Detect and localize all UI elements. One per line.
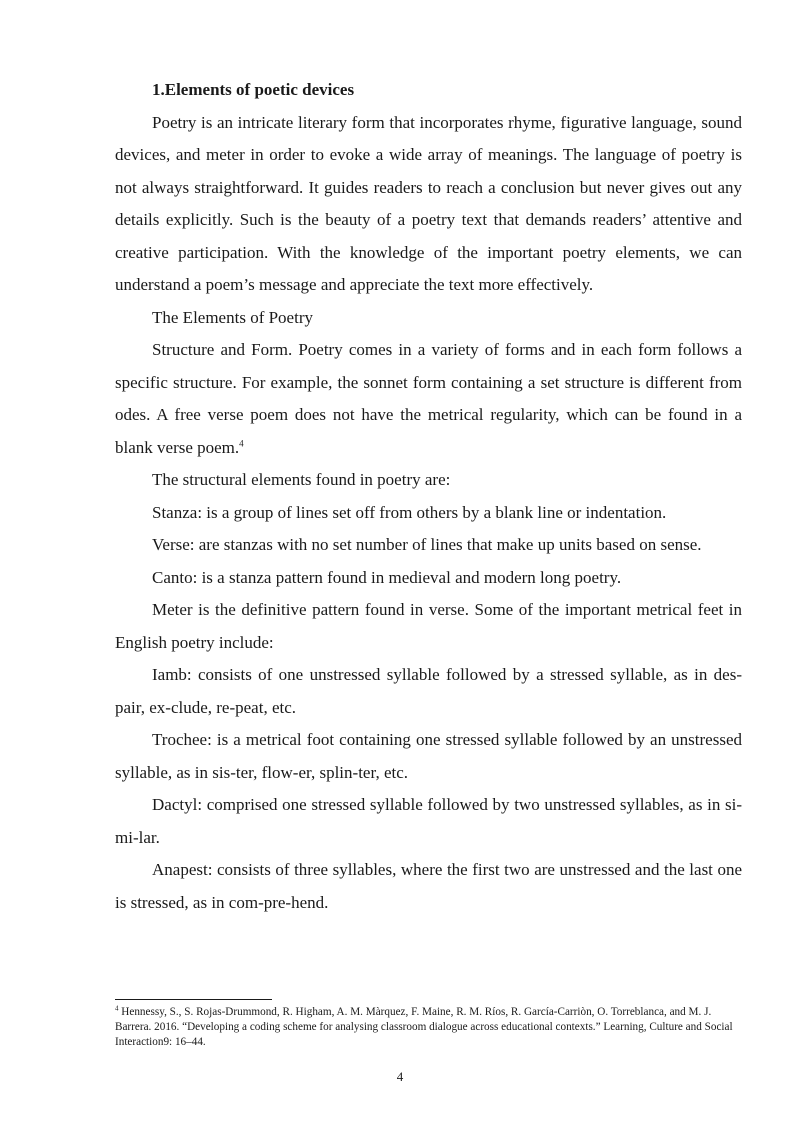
footnote-reference: 4 <box>239 437 244 448</box>
paragraph-dactyl: Dactyl: comprised one stressed syllable followed by two unstressed syllables, as in si-mi-lar. <box>115 795 742 847</box>
paragraph-intro: Poetry is an intricate literary form that incorporates rhyme, figurative language, sound devices, and meter in order to evoke a wide array of meanings. The language of poetry is not always straightforward. It guides readers to reach a conclusion but never gives out any details explicitly. Such is the beauty of a poetry text that demands readers’ attentive and creative participation. With the knowledge of the important poetry elements, we can understand a poem’s message and appreciate the text more effectively. <box>115 112 742 294</box>
paragraph-anapest: Anapest: consists of three syllables, where the first two are unstressed and the last one is stressed, as in com-pre-hend. <box>115 860 742 912</box>
paragraph-trochee: Trochee: is a metrical foot containing one stressed syllable followed by an unstressed syllable, as in sis-ter, flow-er, splin-ter, etc. <box>115 730 742 782</box>
paragraph-elements-title: The Elements of Poetry <box>152 307 313 327</box>
section-heading: 1.Elements of poetic devices <box>152 80 355 99</box>
footnote-marker: 4 <box>115 1004 119 1013</box>
paragraph-structural-elements: The structural elements found in poetry are: <box>152 470 451 489</box>
footnote-text: Hennessy, S., S. Rojas-Drummond, R. Higham, A. M. Màrquez, F. Maine, R. M. Ríos, R. García-Carriòn, O. Torreblanca, and M. J. Barrera. 2016. “Developing a coding scheme for analysing classroom dialogue across educational contexts.” Learning, Culture and Social Interaction9: 16–44. <box>115 1006 733 1048</box>
page-number: 4 <box>396 1069 404 1084</box>
paragraph-meter: Meter is the definitive pattern found in verse. Some of the important metrical feet in English poetry include: <box>115 600 742 652</box>
footnote <box>115 1005 742 1050</box>
paragraph-iamb: Iamb: consists of one unstressed syllable followed by a stressed syllable, as in des-pair, ex-clude, re-peat, etc. <box>115 665 742 717</box>
paragraph-structure-form: Structure and Form. Poetry comes in a variety of forms and in each form follows a specific structure. For example, the sonnet form containing a set structure is different from odes. A free verse poem does not have the metrical regularity, which can be found in a blank verse poem.$^4$ <box>115 340 742 457</box>
paragraph-verse: Verse: are stanzas with no set number of lines that make up units based on sense. <box>152 535 702 554</box>
paragraph-stanza: Stanza: is a group of lines set off from others by a blank line or indentation. <box>152 502 667 522</box>
paragraph-canto: Canto: is a stanza pattern found in medieval and modern long poetry. <box>152 567 622 587</box>
footnote-divider <box>115 999 272 1000</box>
body-text <box>115 74 742 919</box>
